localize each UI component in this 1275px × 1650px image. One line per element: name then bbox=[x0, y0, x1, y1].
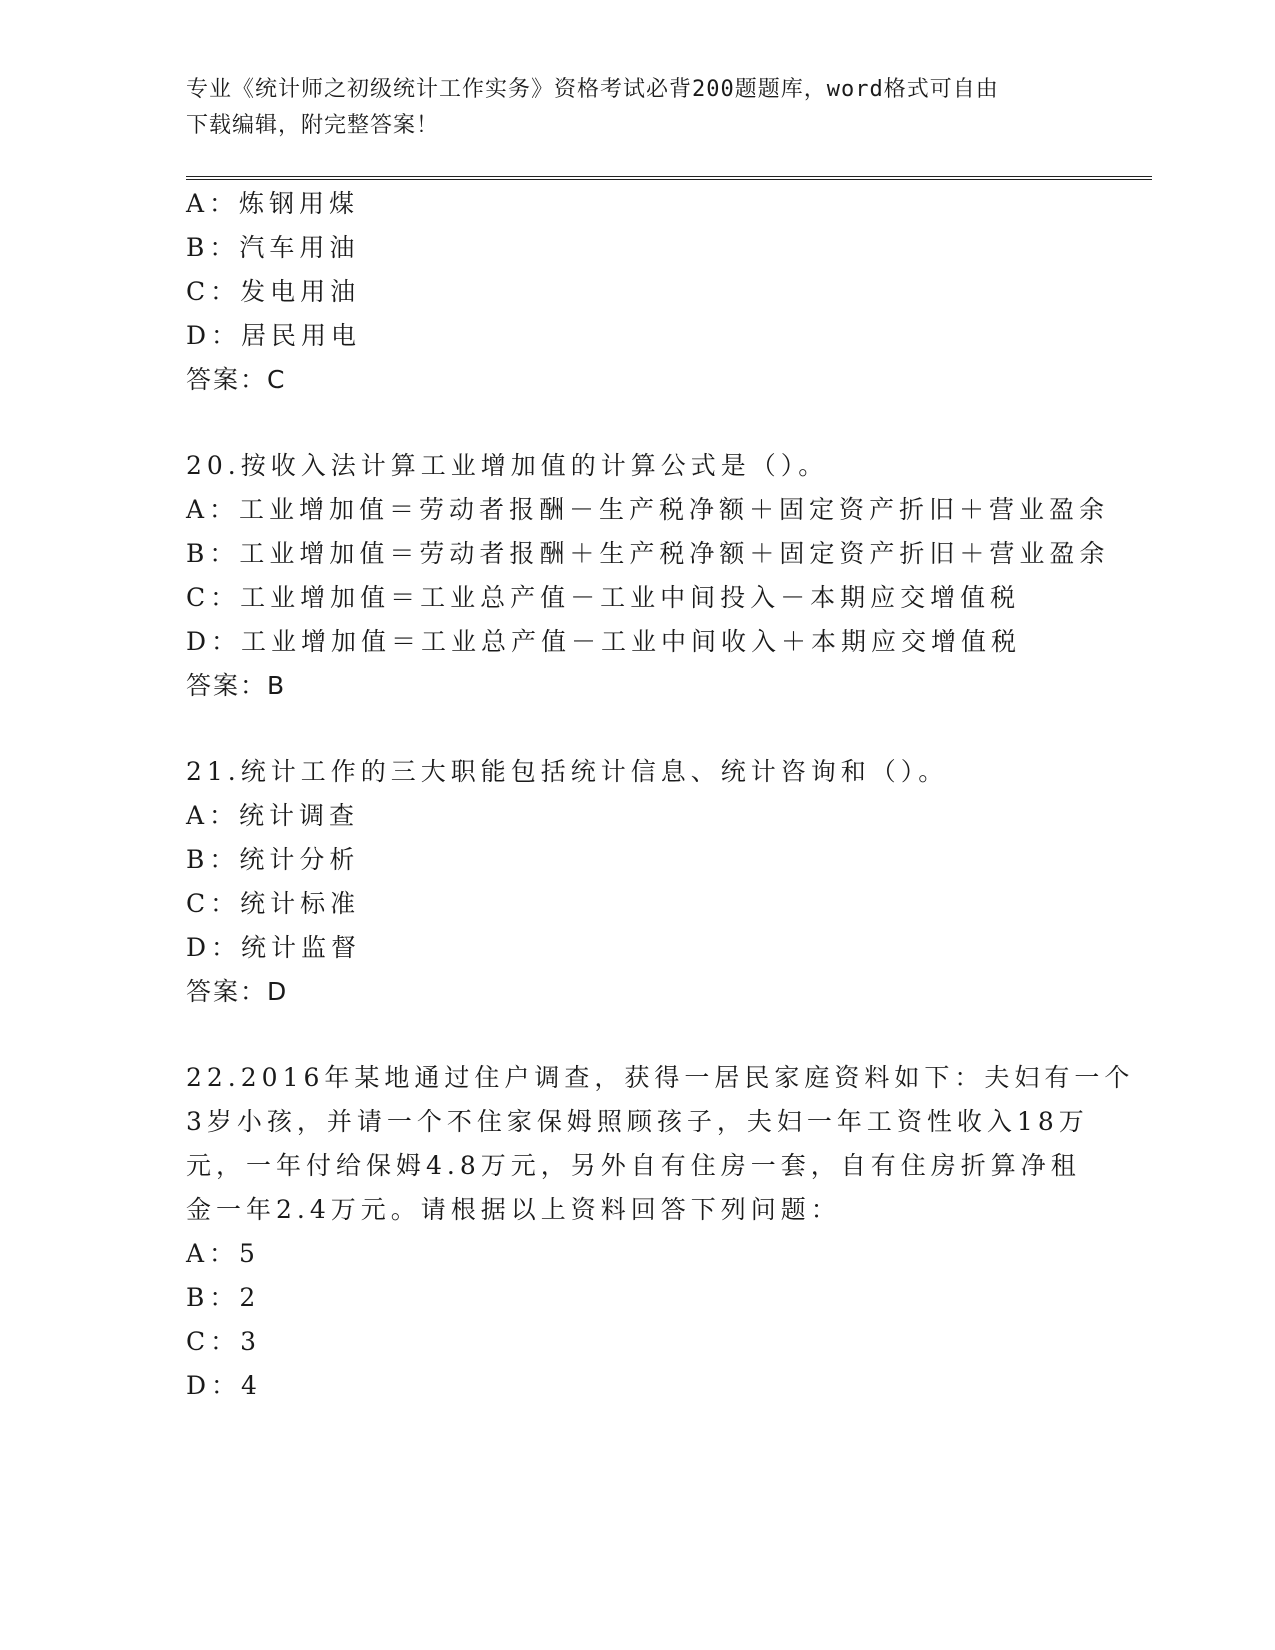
q20-question: 20.按收入法计算工业增加值的计算公式是（）。 bbox=[186, 451, 829, 480]
document-header bbox=[186, 72, 1086, 144]
header-divider bbox=[186, 176, 1152, 180]
q20-option-d: D：工业增加值＝工业总产值－工业中间收入＋本期应交增值税 bbox=[186, 627, 1022, 656]
q21-answer: 答案：D bbox=[186, 977, 289, 1006]
q22-question-line-1: 22.2016年某地通过住户调查，获得一居民家庭资料如下：夫妇有一个 bbox=[186, 1063, 1135, 1092]
q21-option-a: A：统计调查 bbox=[186, 801, 360, 830]
q22-option-b: B：2 bbox=[186, 1283, 261, 1312]
header-line-2: 下载编辑，附完整答案！ bbox=[186, 113, 440, 138]
q20-option-c: C：工业增加值＝工业总产值－工业中间投入－本期应交增值税 bbox=[186, 583, 1021, 612]
q20-answer: 答案：B bbox=[186, 671, 287, 700]
q19-option-b: B：汽车用油 bbox=[186, 233, 360, 262]
q22-option-d: D：4 bbox=[186, 1371, 262, 1400]
q22-question-line-4: 金一年2.4万元。请根据以上资料回答下列问题： bbox=[186, 1195, 841, 1224]
q21-question: 21.统计工作的三大职能包括统计信息、统计咨询和（）。 bbox=[186, 757, 949, 786]
q19-option-c: C：发电用油 bbox=[186, 277, 361, 306]
q22-option-c: C：3 bbox=[186, 1327, 262, 1356]
q19-answer: 答案：C bbox=[186, 365, 287, 394]
header-line-1: 专业《统计师之初级统计工作实务》资格考试必背200题题库，word格式可自由 bbox=[186, 77, 999, 102]
q22-question-line-3: 元，一年付给保姆4.8万元，另外自有住房一套，自有住房折算净租 bbox=[186, 1151, 1081, 1180]
q20-option-b: B：工业增加值＝劳动者报酬＋生产税净额＋固定资产折旧＋营业盈余 bbox=[186, 539, 1110, 568]
q22-question-line-2: 3岁小孩，并请一个不住家保姆照顾孩子，夫妇一年工资性收入18万 bbox=[186, 1107, 1089, 1136]
q19-option-d: D：居民用电 bbox=[186, 321, 362, 350]
q22-option-a: A：5 bbox=[186, 1239, 260, 1268]
q21-option-d: D：统计监督 bbox=[186, 933, 362, 962]
q21-option-c: C：统计标准 bbox=[186, 889, 361, 918]
q21-option-b: B：统计分析 bbox=[186, 845, 360, 874]
q20-option-a: A：工业增加值＝劳动者报酬－生产税净额＋固定资产折旧＋营业盈余 bbox=[186, 495, 1110, 524]
q19-option-a: A：炼钢用煤 bbox=[186, 189, 360, 218]
